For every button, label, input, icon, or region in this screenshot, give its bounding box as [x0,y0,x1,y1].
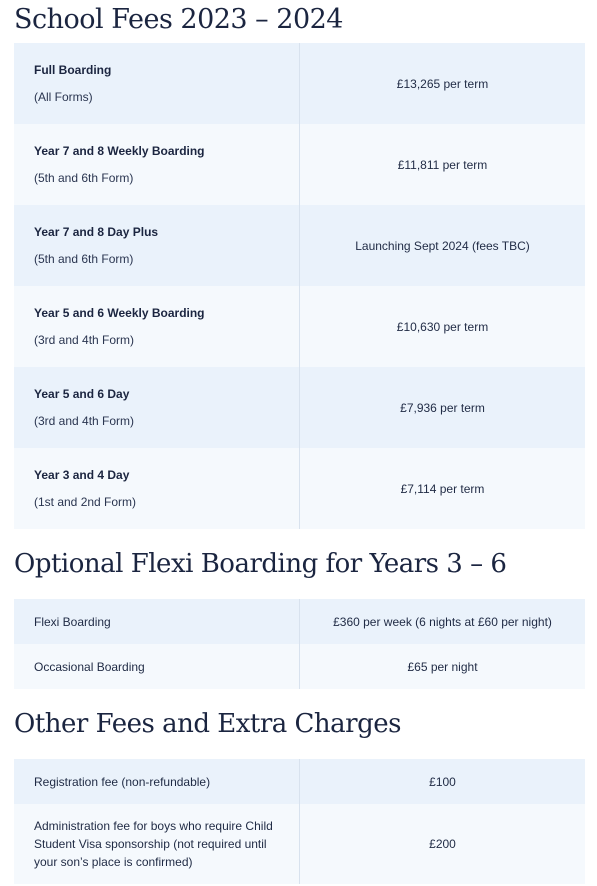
row-sub: (5th and 6th Form) [34,252,134,266]
table-row [14,644,585,689]
table-row [14,286,585,367]
flexi-boarding-heading: Optional Flexi Boarding for Years 3 – 6 [14,549,507,579]
row-name: Year 3 and 4 Day [34,468,130,482]
row-fee: £7,114 per term [300,448,586,529]
row-name: Administration fee for boys who require Child Student Visa sponsorship (not required until your son’s place is confirmed) [14,804,300,884]
row-name: Flexi Boarding [14,599,300,644]
table-row [14,124,585,205]
row-name: Occasional Boarding [14,644,300,689]
table-row [14,367,585,448]
flexi-boarding-table [14,599,585,689]
school-fees-heading: School Fees 2023 – 2024 [14,4,343,35]
row-fee: £65 per night [300,644,586,689]
row-sub: (5th and 6th Form) [34,171,134,185]
table-row [14,759,585,804]
row-fee: £360 per week (6 nights at £60 per night) [300,599,586,644]
row-name: Year 5 and 6 Weekly Boarding [34,306,205,320]
row-sub: (All Forms) [34,90,93,104]
row-sub: (3rd and 4th Form) [34,414,135,428]
other-fees-heading: Other Fees and Extra Charges [14,709,401,739]
row-fee: £100 [300,759,586,804]
table-row [14,804,585,884]
other-fees-table [14,759,585,884]
table-row [14,43,585,124]
school-fees-table [14,43,585,529]
row-name: Full Boarding [34,63,112,77]
row-fee: £11,811 per term [300,124,586,205]
table-row [14,448,585,529]
row-sub: (1st and 2nd Form) [34,495,137,509]
table-row [14,205,585,286]
row-fee: £200 [300,804,586,884]
row-name: Registration fee (non-refundable) [14,759,300,804]
row-name: Year 7 and 8 Weekly Boarding [34,144,205,158]
table-row [14,599,585,644]
row-sub: (3rd and 4th Form) [34,333,135,347]
row-fee: Launching Sept 2024 (fees TBC) [300,205,586,286]
row-fee: £13,265 per term [300,43,586,124]
row-fee: £10,630 per term [300,286,586,367]
row-name: Year 5 and 6 Day [34,387,130,401]
row-fee: £7,936 per term [300,367,586,448]
row-name: Year 7 and 8 Day Plus [34,225,159,239]
